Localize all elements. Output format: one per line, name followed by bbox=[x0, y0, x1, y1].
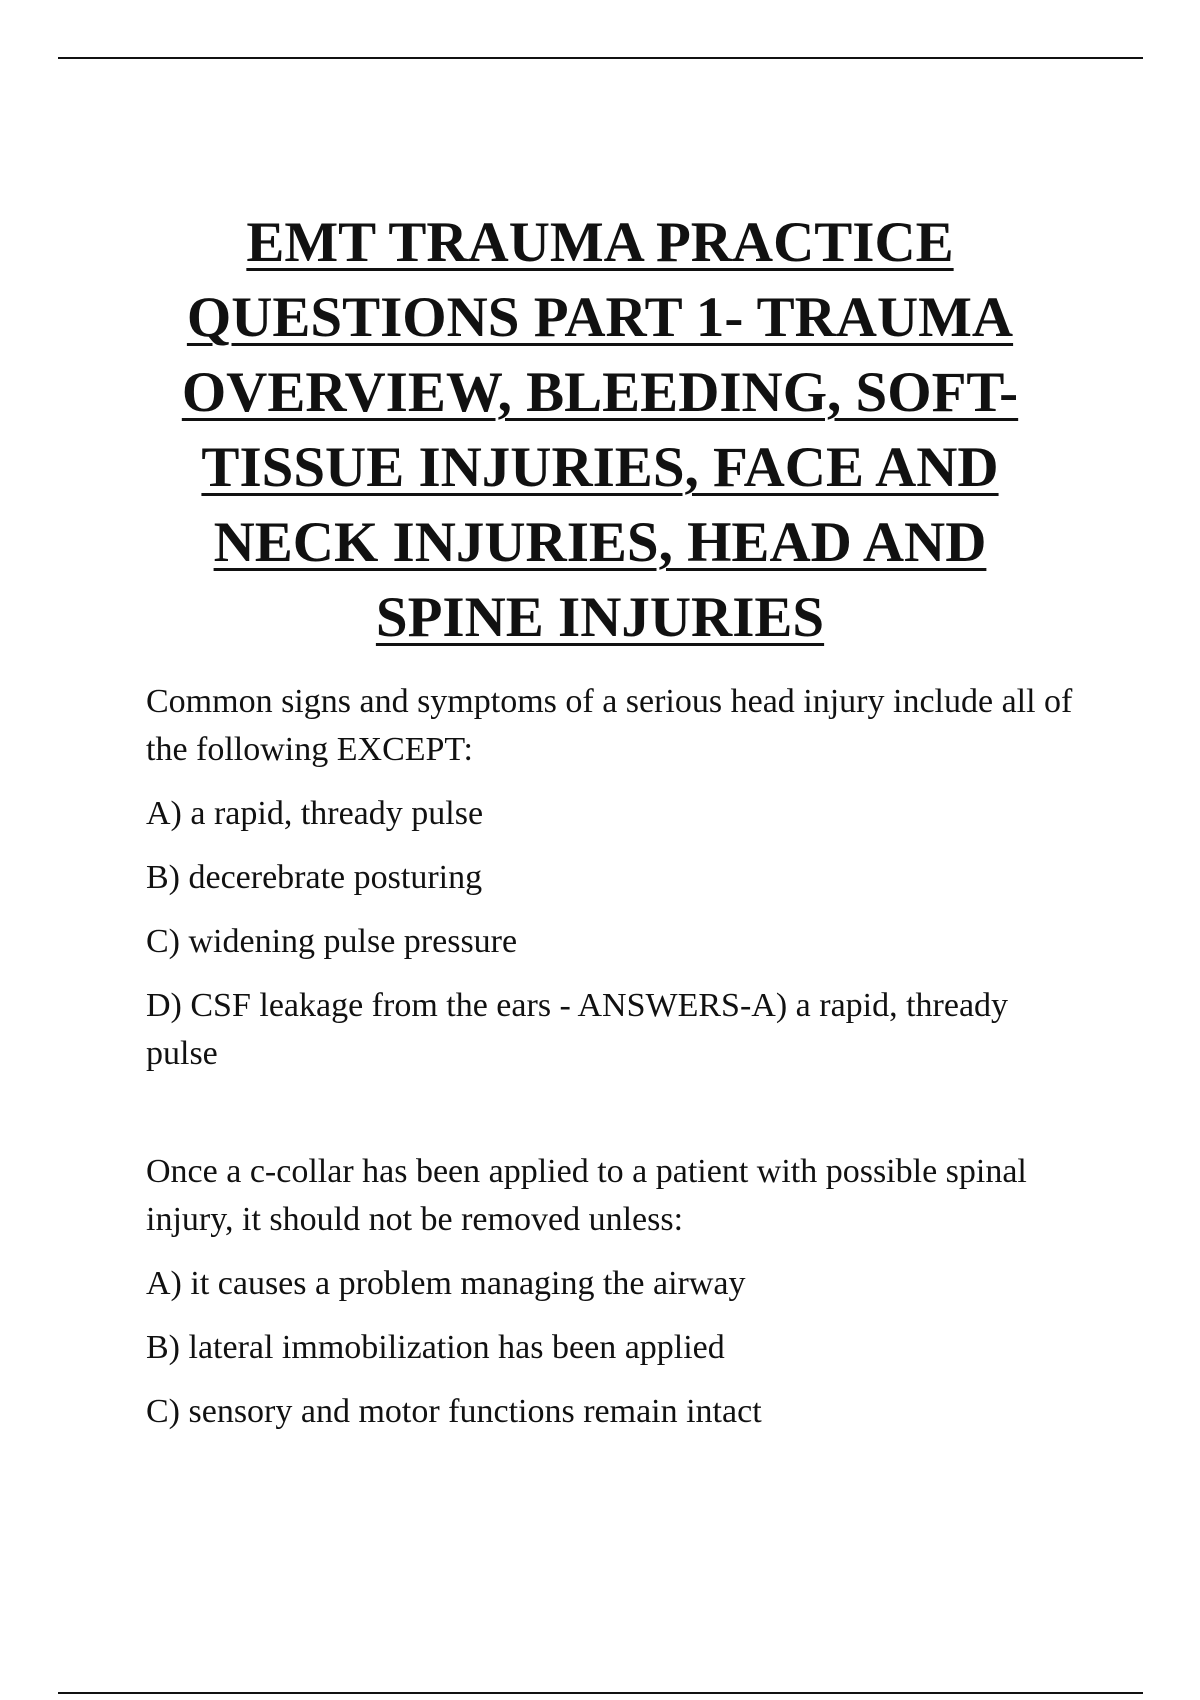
answer-option: C) widening pulse pressure bbox=[146, 923, 518, 960]
question-1 bbox=[146, 678, 1086, 1078]
answer-option: C) sensory and motor functions remain intact bbox=[146, 1393, 762, 1430]
bottom-divider bbox=[58, 1692, 1143, 1694]
top-divider bbox=[58, 57, 1143, 59]
question-prompt: Common signs and symptoms of a serious head injury include all of the following EXCEPT: bbox=[146, 683, 1073, 768]
document-title: EMT TRAUMA PRACTICE QUESTIONS PART 1- TRAUMA OVERVIEW, BLEEDING, SOFT-TISSUE INJURIES, FACE AND NECK INJURIES, HEAD AND SPINE INJURIES bbox=[181, 211, 1019, 649]
answer-option: B) lateral immobilization has been applied bbox=[146, 1329, 725, 1366]
question-prompt: Once a c-collar has been applied to a patient with possible spinal injury, it should not be removed unless: bbox=[146, 1153, 1027, 1238]
question-2 bbox=[146, 1148, 1086, 1436]
question-list bbox=[146, 678, 1086, 1452]
answer-option: A) it causes a problem managing the airway bbox=[146, 1265, 746, 1302]
answer-option: A) a rapid, thready pulse bbox=[146, 795, 484, 832]
answer-option: B) decerebrate posturing bbox=[146, 859, 483, 896]
answer-option: D) CSF leakage from the ears - ANSWERS-A) a rapid, thready pulse bbox=[146, 987, 1009, 1072]
